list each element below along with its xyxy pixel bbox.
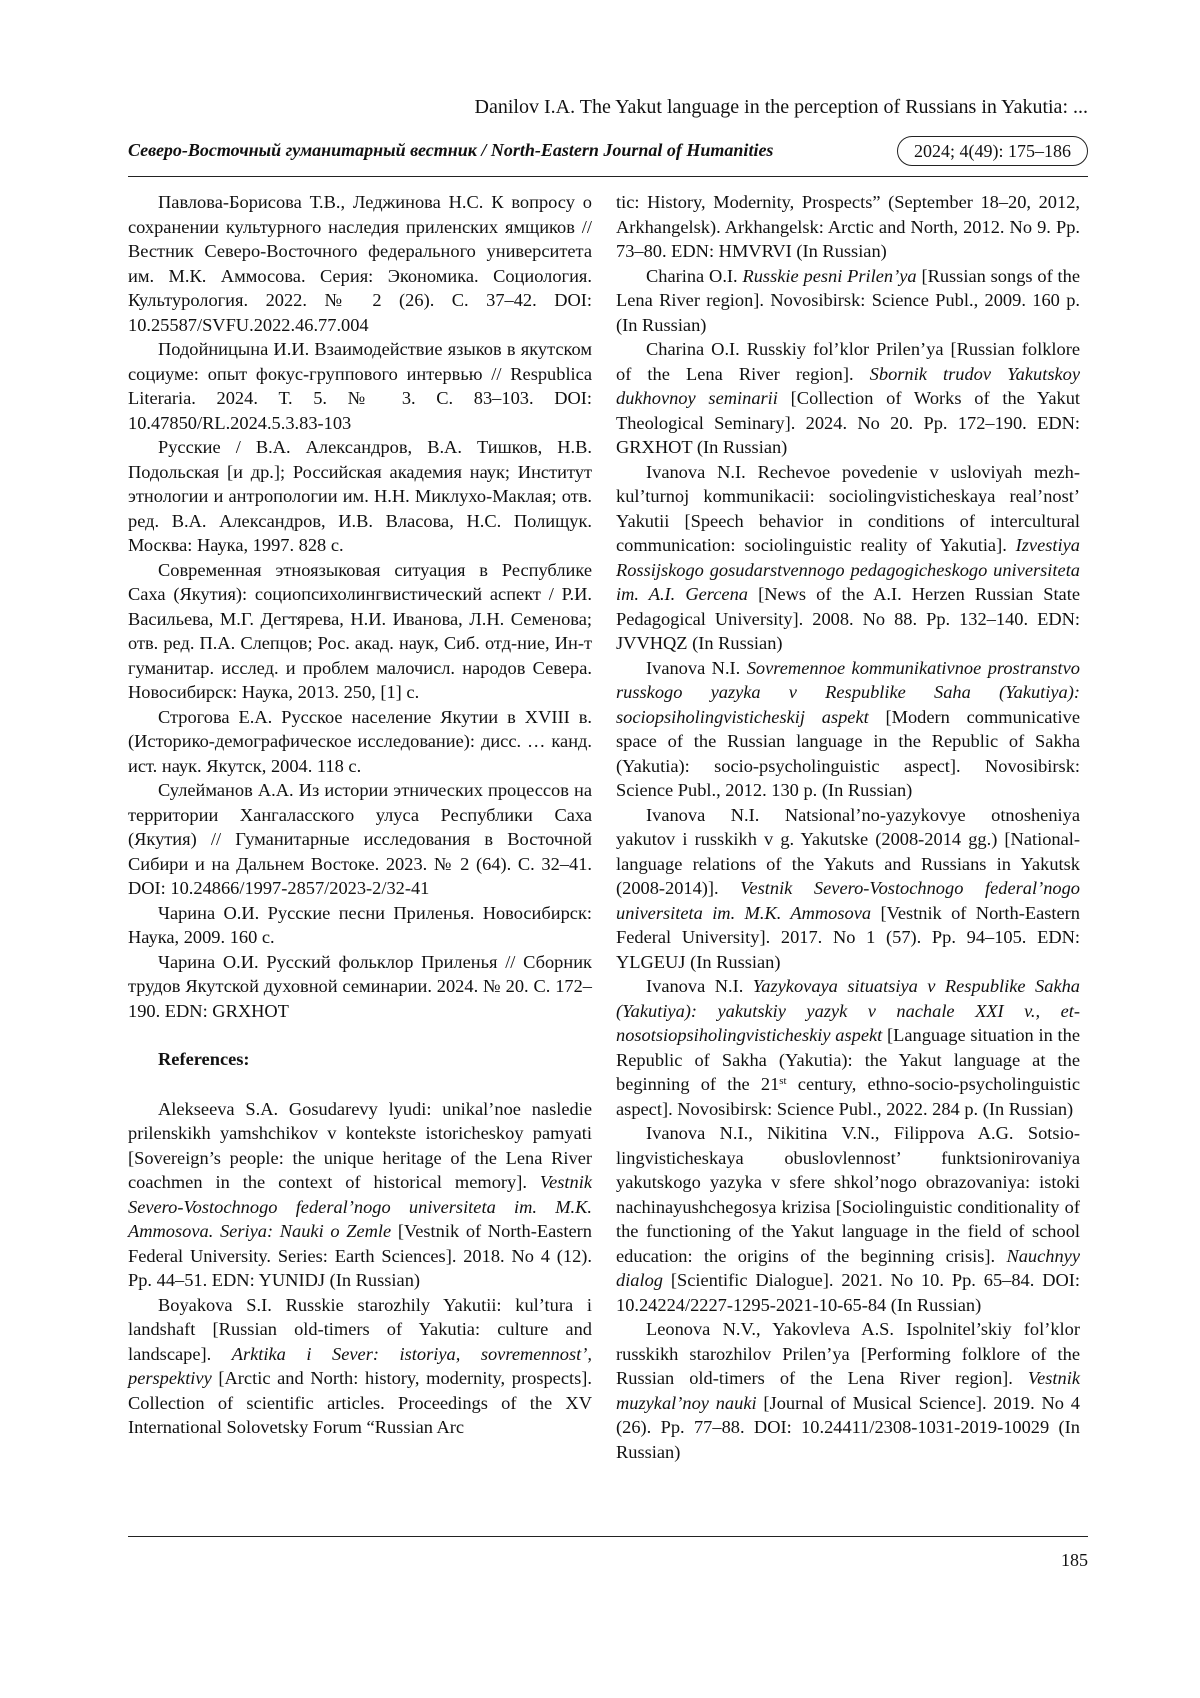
running-title: Danilov I.A. The Yakut language in the perception of Russians in Yakutia: ... — [474, 96, 1088, 118]
journal-header — [128, 136, 1088, 177]
reference-entry: Павлова-Борисова Т.В., Леджинова Н.С. К вопросу о сохранении культурного наследия приленских ямщиков // Вестник Северо-Восточного федерального университета им. М.К. Аммосова. Серия: Экономика. Социология. Культурология. 2022. № 2 (26). С. 37–42. DOI: 10.25587/SVFU.2022.46.77.004 — [128, 192, 592, 335]
issue-badge: 2024; 4(49): 175–186 — [897, 136, 1088, 166]
reference-entry: Современная этноязыковая ситуация в Республике Саха (Якутия): социопсихолингвистический аспект / Р.И. Васильева, М.Г. Дегтярева, Н.И. Иванова, Л.Н. Семенова; отв. ред. П.А. Слепцов; Рос. акад. наук, Сиб. отд-ние, Ин-т гуманитар. исслед. и проблем малочисл. народов Севера. Новосибирск: Наука, 2013. 250, [1] с. — [128, 559, 592, 702]
references-heading: References: — [158, 1049, 250, 1069]
reference-entry: Ivanova N.I. Rechevoe povedenie v usloviyah mezhkul’turnoj kommunikacii: sociolingvisticheskaya real’nost’ Yakutii [Speech behavior in conditions of intercultural communication: sociolinguistic reality of Yakutia]. Izvestiya Rossijskogo gosudarstvennogo pedagogicheskogo universiteta im. A.I. Gercena [News of the A.I. Herzen Russian State Pedagogical University]. 2008. No 88. Pp. 132–140. EDN: JVVHQZ (In Russian) — [616, 461, 1080, 653]
reference-entry: Ivanova N.I. Yazykovaya situatsiya v Respublike Sakha (Yakutiya): yakutskiy yazyk v nachale XXI v., etnosotsiopsiholingvisticheskiy aspekt [Language situation in the Republic of Sakha (Yakutia): the Yakut language at the beginning of the 21st century, ethno-socio-psycholinguistic aspect]. Novosibirsk: Science Publ., 2022. 284 p. (In Russian) — [616, 976, 1080, 1119]
reference-entry: Leonova N.V., Yakovleva A.S. Ispolnitel’skiy fol’klor russkikh starozhilov Prilen’ya [Performing folklore of the Russian old-timers of the Lena River region]. Vestnik muzykal’noy nauki [Journal of Musical Science]. 2019. No 4 (26). Pp. 77–88. DOI: 10.24411/2308-1031-2019-10029 (In Russian) — [616, 1319, 1080, 1462]
footer-rule — [128, 1536, 1088, 1537]
reference-entry: Чарина О.И. Русские песни Приленья. Новосибирск: Наука, 2009. 160 с. — [128, 902, 592, 947]
reference-entry: Charina O.I. Russkie pesni Prilen’ya [Russian songs of the Lena River region]. Novosibirsk: Science Publ., 2009. 160 p. (In Russian) — [616, 265, 1080, 335]
reference-entry: Подойницына И.И. Взаимодействие языков в якутском социуме: опыт фокус-группового интервью // Respublica Literaria. 2024. Т. 5. № 3. С. 83–103. DOI: 10.47850/RL.2024.5.3.83-103 — [128, 339, 592, 433]
page-number: 185 — [1061, 1550, 1088, 1570]
reference-entry: Строгова Е.А. Русское население Якутии в XVIII в. (Историко-демографическое исследование): дисс. … канд. ист. наук. Якутск, 2004. 118 с. — [128, 706, 592, 776]
reference-entry: Чарина О.И. Русский фольклор Приленья // Сборник трудов Якутской духовной семинарии. 2024. № 20. С. 172–190. EDN: GRXHOT — [128, 951, 592, 1021]
right-column — [616, 190, 1080, 1464]
journal-name: Северо-Восточный гуманитарный вестник / North-Eastern Journal of Humanities — [128, 140, 774, 160]
reference-entry: Charina O.I. Russkiy fol’klor Prilen’ya [Russian folklore of the Lena River region]. Sbornik trudov Yakutskoy dukhovnoy seminarii [Collection of Works of the Yakut Theological Seminary]. 2024. No 20. Pp. 172–190. EDN: GRXHOT (In Russian) — [616, 339, 1080, 457]
reference-entry: Ivanova N.I. Natsional’no-yazykovye otnosheniya yakutov i russkikh v g. Yakutske (2008-2014 gg.) [National-language relations of the Yakuts and Russians in Yakutsk (2008-2014)]. Vestnik Severo-Vostochnogo federal’nogo universiteta im. M.K. Ammosova [Vestnik of North-Eastern Federal University]. 2017. No 1 (57). Pp. 94–105. EDN: YLGEUJ (In Russian) — [616, 804, 1080, 972]
reference-entry: Ivanova N.I. Sovremennoe kommunikativnoe prostranstvo russkogo yazyka v Respublike Saha (Yakutiya): sociopsiholingvisticheskij aspekt [Modern communicative space of the Russian language in the Republic of Sakha (Yakutia): socio-psycholinguistic aspect]. Novosibirsk: Science Publ., 2012. 130 p. (In Russian) — [616, 657, 1080, 800]
reference-entry: Ivanova N.I., Nikitina V.N., Filippova A.G. Sotsiolingvisticheskaya obuslovlennost’ funktsionirovaniya yakutskogo yazyka v sfere shkol’nogo obrazovaniya: istoki nachinayushchegosya krizisa [Sociolinguistic conditionality of the functioning of the Yakut language in the field of school education: the origins of the beginning crisis]. Nauchnyy dialog [Scientific Dialogue]. 2021. No 10. Pp. 65–84. DOI: 10.24224/2227-1295-2021-10-65-84 (In Russian) — [616, 1123, 1080, 1315]
reference-entry: Русские / В.А. Александров, В.А. Тишков, Н.В. Подольская [и др.]; Российская академия наук; Институт этнологии и антропологии им. Н.Н. Миклухо-Маклая; отв. ред. В.А. Александров, И.В. Власова, Н.С. Полищук. Москва: Наука, 1997. 828 с. — [128, 437, 592, 555]
left-column — [128, 190, 592, 1440]
reference-entry: Boyakova S.I. Russkie starozhily Yakutii: kul’tura i landshaft [Russian old-timers of Yakutia: culture and landscape]. Arktika i Sever: istoriya, sovremennost’, perspektivy [Arctic and North: history, modernity, prospects]. Collection of scientific articles. Proceedings of the XV International Solovetsky Forum “Russian Arc — [128, 1294, 592, 1437]
reference-entry: Alekseeva S.A. Gosudarevy lyudi: unikal’noe nasledie prilenskikh yamshchikov v kontekste istoricheskoy pamyati [Sovereign’s people: the unique heritage of the Lena River coachmen in the context of historical memory]. Vestnik Severo-Vostochnogo federal’nogo universiteta im. M.K. Ammosova. Seriya: Nauki o Zemle [Vestnik of North-Eastern Federal University. Series: Earth Sciences]. 2018. No 4 (12). Pp. 44–51. EDN: YUNIDJ (In Russian) — [128, 1098, 592, 1290]
reference-entry-continued: tic: History, Modernity, Prospects” (September 18–20, 2012, Arkhangelsk). Arkhangelsk: Arctic and North, 2012. No 9. Pp. 73–80. EDN: HMVRVI (In Russian) — [616, 192, 1080, 261]
reference-entry: Сулейманов А.А. Из истории этнических процессов на территории Хангаласского улуса Республики Саха (Якутия) // Гуманитарные исследования в Восточной Сибири и на Дальнем Востоке. 2023. № 2 (64). С. 32–41. DOI: 10.24866/1997-2857/2023-2/32-41 — [128, 780, 592, 898]
